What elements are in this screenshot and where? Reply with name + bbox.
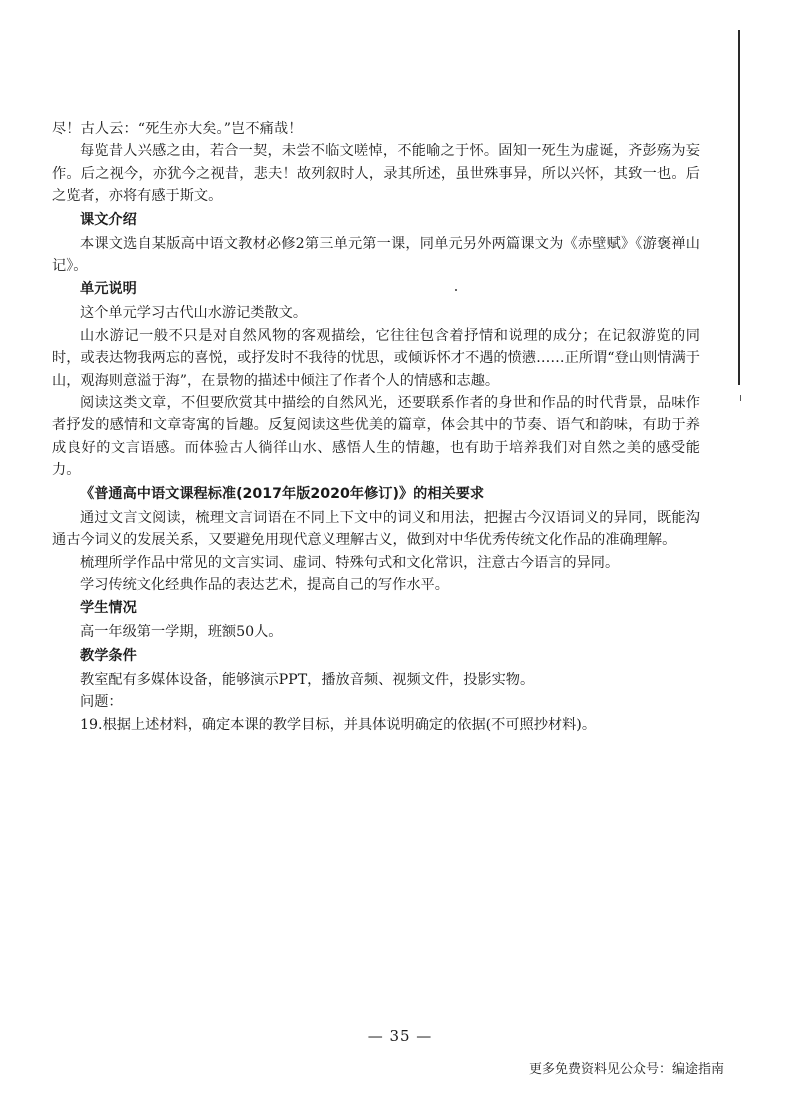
section-heading-intro: 课文介绍 [80, 211, 137, 228]
standard-paragraph-3: 学习传统文化经典作品的表达艺术，提高自己的写作水平。 [80, 576, 449, 593]
conditions-paragraph: 教室配有多媒体设备，能够演示PPT，播放音频、视频文件，投影实物。 [80, 671, 535, 688]
students-paragraph: 高一年级第一学期，班额50人。 [80, 624, 283, 641]
document-body [52, 118, 700, 736]
passage-line: 尽！古人云：“死生亦大矣。”岂不痛哉！ [52, 121, 303, 137]
intro-paragraph: 本课文选自某版高中语文教材必修2第三单元第一课，同单元另外两篇课文为《赤壁赋》《游褒禅山记》。 [52, 235, 700, 275]
binding-mark [740, 395, 741, 401]
unit-paragraph-3: 阅读这类文章，不但要欣赏其中描绘的自然风光，还要联系作者的身世和作品的时代背景，品味作者抒发的感情和文章寄寓的旨趣。反复阅读这些优美的篇章，体会其中的节奏、语气和韵味，有助于养成良好的文言语感。而体验古人徜徉山水、感悟人生的情趣，也有助于培养我们对自然之美的感受能力。 [52, 395, 700, 479]
page-binding-line [738, 30, 740, 385]
standard-paragraph-2: 梳理所学作品中常见的文言实词、虚词、特殊句式和文化常识，注意古今语言的异同。 [80, 554, 620, 571]
standard-paragraph-1: 通过文言文阅读，梳理文言词语在不同上下文中的词义和用法，把握古今汉语词义的异同，既能沟通古今词义的发展关系，又要避免用现代意义理解古义，做到对中华优秀传统文化作品的准确理解。 [52, 509, 700, 549]
section-heading-unit: 单元说明 [80, 281, 137, 298]
section-heading-conditions: 教学条件 [80, 647, 137, 664]
unit-paragraph-1: 这个单元学习古代山水游记类散文。 [80, 305, 308, 322]
footer-note: 更多免费资料见公众号：编途指南 [528, 1062, 724, 1077]
page-number: — 35 — [367, 1027, 433, 1045]
section-heading-students: 学生情况 [80, 600, 137, 617]
question-text: 19.根据上述材料，确定本课的教学目标，并具体说明确定的依据(不可照抄材料)。 [80, 716, 597, 733]
section-heading-standard: 《普通高中语文课程标准(2017年版2020年修订)》的相关要求 [80, 485, 485, 502]
question-label: 问题： [80, 694, 123, 711]
passage-paragraph: 每览昔人兴感之由，若合一契，未尝不临文嗟悼，不能喻之于怀。固知一死生为虚诞，齐彭殇为妄作。后之视今，亦犹今之视昔，悲夫！故列叙时人，录其所述，虽世殊事异，所以兴怀，其致一也。后之览者，亦将有感于斯文。 [52, 143, 700, 205]
unit-paragraph-2: 山水游记一般不只是对自然风物的客观描绘，它往往包含着抒情和说理的成分；在记叙游览的同时，或表达物我两忘的喜悦，或抒发时不我待的忧思，或倾诉怀才不遇的愤懑……正所谓“登山则情满于山，观海则意溢于海”，在景物的描述中倾注了作者个人的情感和志趣。 [52, 327, 700, 389]
